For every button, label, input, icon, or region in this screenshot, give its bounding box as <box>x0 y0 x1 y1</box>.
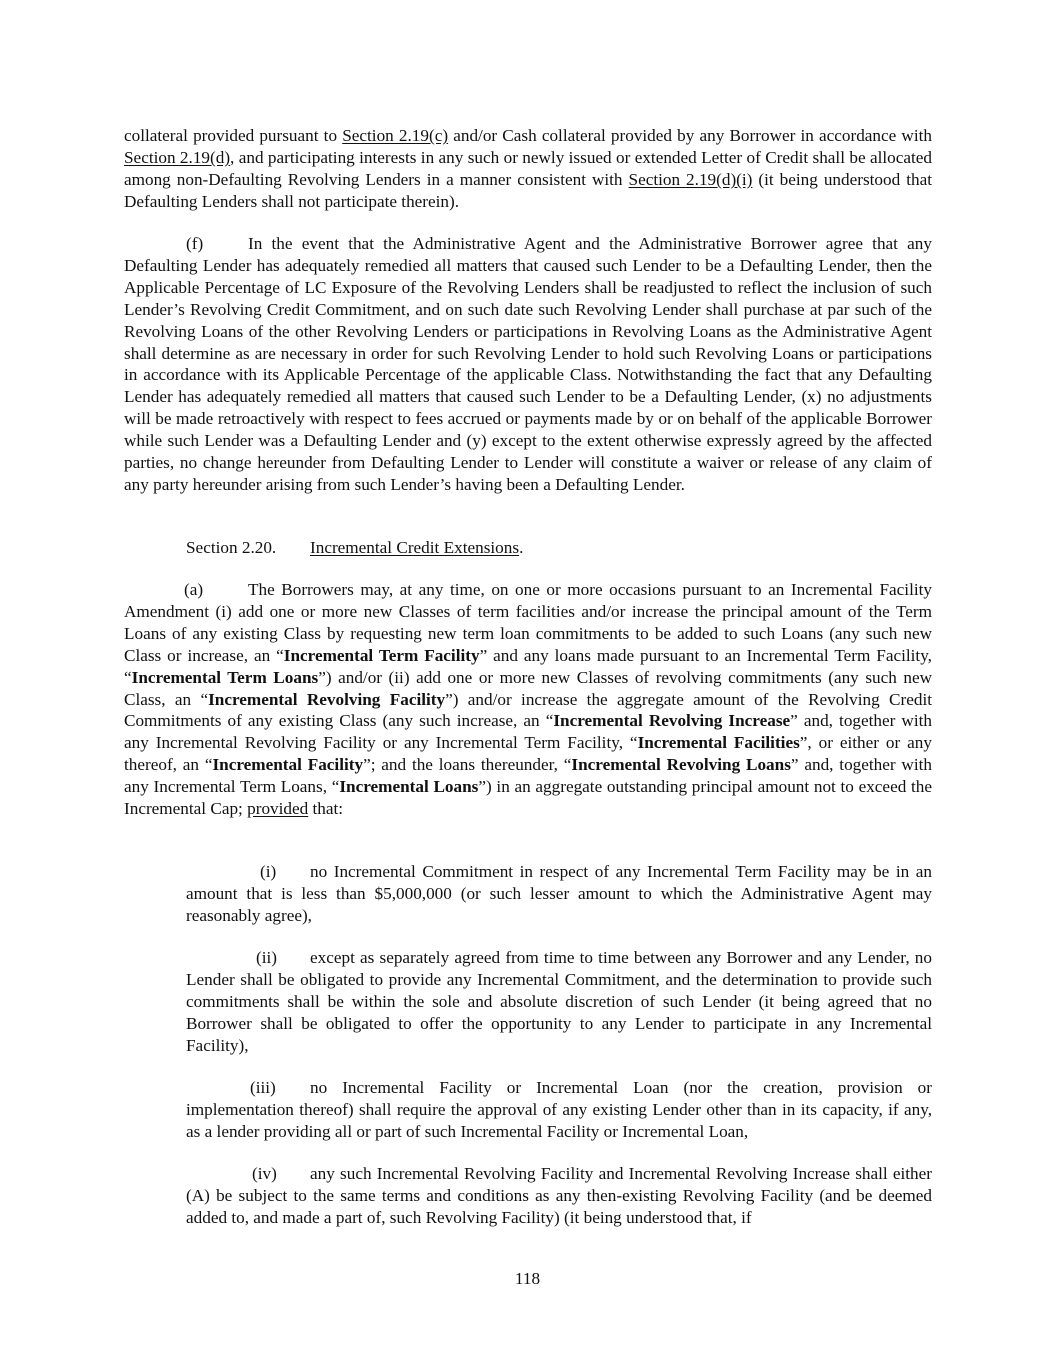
text-run: and/or Cash collateral provided by any Borrower in accordance with <box>448 126 932 145</box>
text-run: The Borrowers may, at any time, on one or more occasions pursuant to an Incremental Facility Amendment (i) add one or more new Classes of term facilities and/or increase the principal amount of the Term Loans of any existing Class by requesting new term loan commitments to be added to such Loans (any such new Class or increase, an “ <box>124 580 932 665</box>
text-run: (it being understood that Defaulting Lenders shall not participate therein). <box>124 169 932 211</box>
text-run: ” and any loans made pursuant to an Incremental Term Facility, “ <box>124 645 932 687</box>
defined-term: Incremental Facilities <box>637 733 800 753</box>
paragraph-text: except as separately agreed from time to time between any Borrower and any Lender, no Lender shall be obligated to provide any Incremental Commitment, and the determination to provide such commitments shall be within the sole and absolute discretion of such Lender (it being agreed that no Borrower shall be obligated to offer the opportunity to any Lender to participate in any Incremental Facility), <box>186 948 932 1055</box>
text-run: collateral provided pursuant to <box>124 126 343 145</box>
section-reference: Section 2.19(d) <box>124 147 231 167</box>
paragraph-text: no Incremental Facility or Incremental Loan (nor the creation, provision or implementation thereof) shall require the approval of any existing Lender other than in its capacity, if any, as a lender providing all or part of such Incremental Facility or Incremental Loan, <box>186 1078 932 1141</box>
defined-term: Incremental Term Facility <box>283 645 480 665</box>
paragraph-a <box>124 579 932 820</box>
text-run: that: <box>308 799 344 819</box>
clause-label: (iv) <box>252 1164 277 1183</box>
defined-term: Incremental Revolving Facility <box>208 689 446 709</box>
paragraph-text: In the event that the Administrative Agent and the Administrative Borrower agree that any Defaulting Lender has adequately remedied all matters that caused such Lender to be a Defaulting Lender, then the Applicable Percentage of LC Exposure of the Revolving Lenders shall be readjusted to reflect the inclusion of such Lender’s Revolving Credit Commitment, and on such date such Revolving Lender shall purchase at par such of the Revolving Loans of the other Revolving Lenders or participations in Revolving Loans as the Administrative Agent shall determine as are necessary in order for such Revolving Lender to hold such Revolving Loans or participations in accordance with its Applicable Percentage of the applicable Class. Notwithstanding the fact that any Defaulting Lender has adequately remedied all matters that caused such Lender to be a Defaulting Lender, (x) no adjustments will be made retroactively with respect to fees accrued or payments made by or on behalf of the applicable Borrower while such Lender was a Defaulting Lender and (y) except to the extent otherwise expressly agreed by the affected parties, no change hereunder from Defaulting Lender to Lender will constitute a waiver or release of any claim of any party hereunder arising from such Lender’s having been a Defaulting Lender. <box>124 234 932 494</box>
text-run: ”) in an aggregate outstanding principal amount not to exceed the Incremental Cap; <box>124 777 932 819</box>
clause-label: (ii) <box>256 948 277 967</box>
defined-term: Incremental Term Loans <box>131 667 319 687</box>
section-title: Incremental Credit Extensions <box>310 538 520 557</box>
section-reference: Section 2.19(c) <box>342 126 449 145</box>
defined-term: Incremental Revolving Increase <box>553 711 791 731</box>
clause-label: (a) <box>184 580 204 599</box>
text-run: , and participating interests in any such or newly issued or extended Letter of Credit shall be allocated among non-Defaulting Revolving Lenders in a manner consistent with <box>124 147 932 189</box>
clause-label: (iii) <box>250 1078 276 1097</box>
clause-label: (i) <box>260 862 277 881</box>
paragraph-iv <box>186 1163 932 1229</box>
defined-term: Incremental Revolving Loans <box>571 755 791 775</box>
paragraph-i <box>186 861 932 927</box>
paragraph-text: any such Incremental Revolving Facility and Incremental Revolving Increase shall either (A) be subject to the same terms and conditions as any then-existing Revolving Facility (and be deemed added to, and made a part of, such Revolving Facility) (it being understood that, if <box>186 1164 932 1227</box>
section-period: . <box>519 538 524 557</box>
defined-term: Incremental Facility <box>212 755 364 775</box>
underlined-term: provided <box>247 799 309 819</box>
paragraph-ii <box>186 947 932 1057</box>
text-run: ” and, together with any Incremental Term Loans, “ <box>124 755 932 797</box>
section-heading <box>186 537 523 559</box>
text-run: ”; and the loans thereunder, “ <box>363 755 572 775</box>
text-run: ”) and/or (ii) add one or more new Classes of revolving commitments (any such new Class, an “ <box>124 667 932 709</box>
paragraph-text: no Incremental Commitment in respect of any Incremental Term Facility may be in an amount that is less than $5,000,000 (or such lesser amount to which the Administrative Agent may reasonably agree), <box>186 862 932 925</box>
paragraph-continuation <box>124 125 932 213</box>
paragraph-iii <box>186 1077 932 1143</box>
clause-label: (f) <box>186 234 204 253</box>
text-run: ”) and/or increase the aggregate amount of the Revolving Credit Commitments of any existing Class (any such increase, an “ <box>124 689 932 731</box>
page-number: 118 <box>514 1269 541 1288</box>
paragraph-f <box>124 233 932 496</box>
defined-term: Incremental Loans <box>339 777 479 797</box>
section-number: Section 2.20. <box>186 538 277 557</box>
section-reference: Section 2.19(d)(i) <box>628 169 753 189</box>
text-run: ”, or either or any thereof, an “ <box>124 733 932 775</box>
text-run: ” and, together with any Incremental Revolving Facility or any Incremental Term Facility, “ <box>124 711 932 753</box>
